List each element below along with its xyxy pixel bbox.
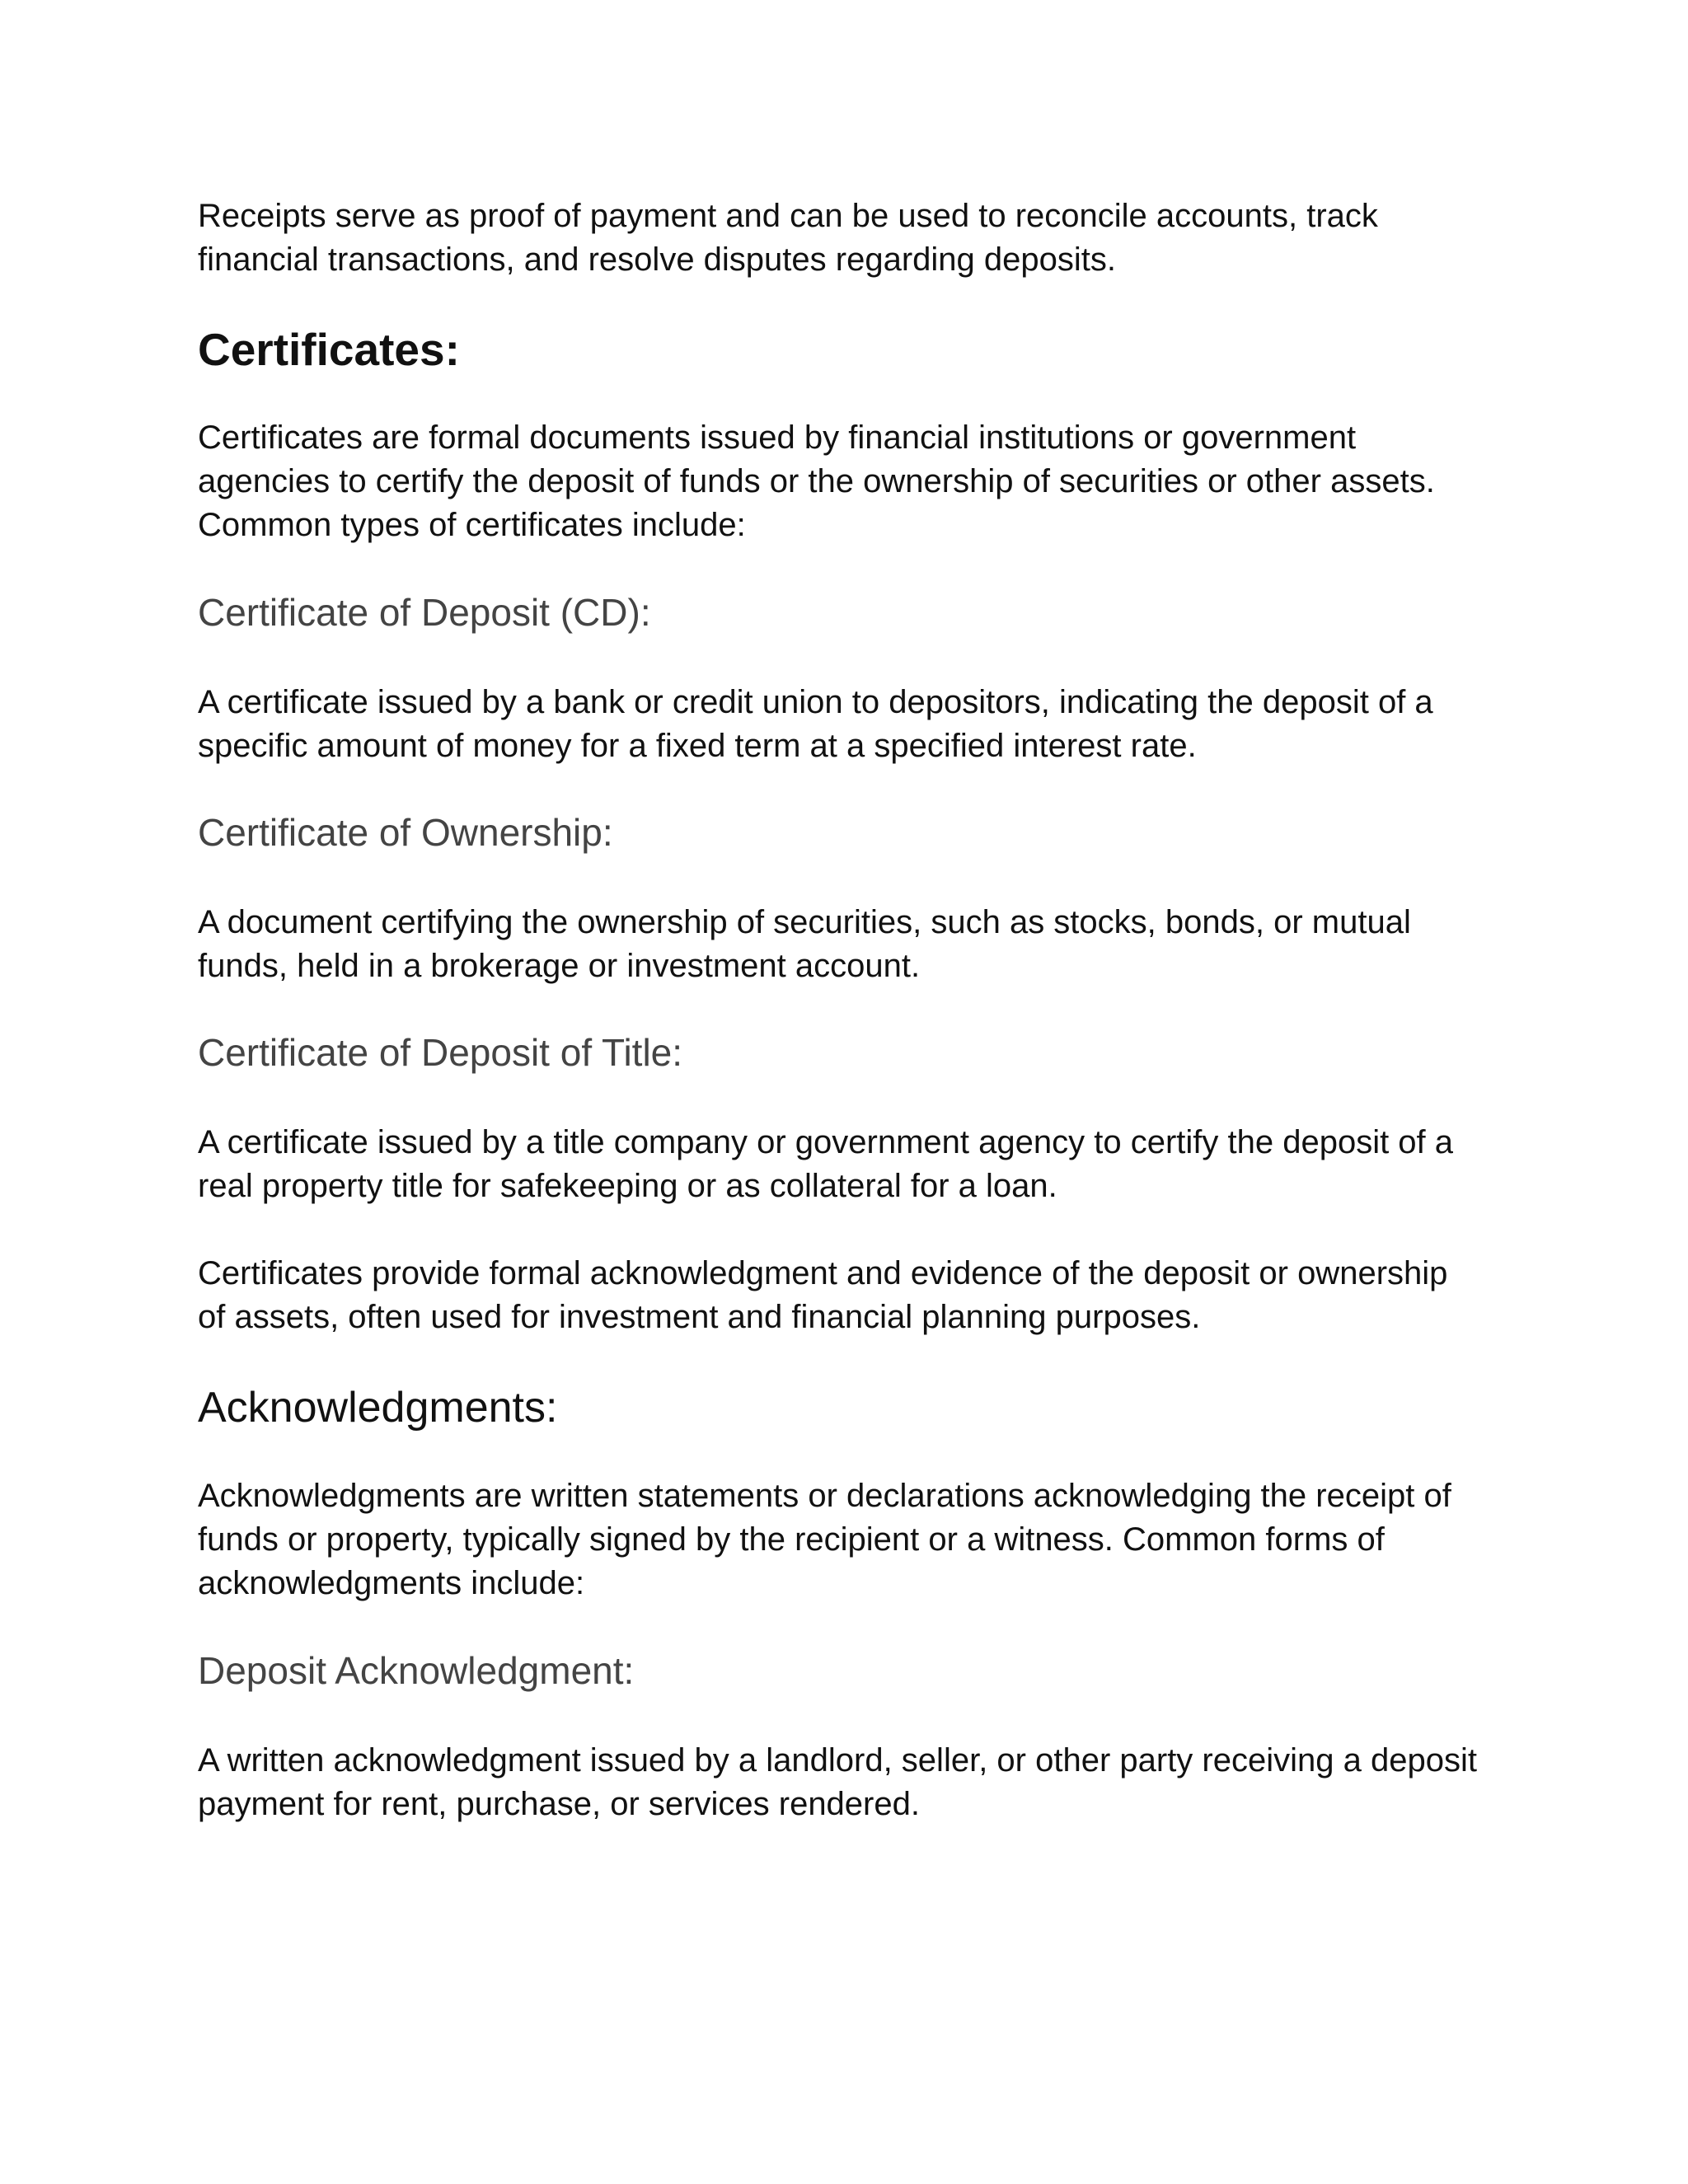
text-line: payment for rent, purchase, or services rendered. [198,1786,920,1822]
certificates-intro-paragraph [198,416,1517,547]
text-line: Certificates are formal documents issued by financial institutions or government [198,419,1357,456]
text-line: Common types of certificates include: [198,507,746,543]
text-line: specific amount of money for a fixed term at a specified interest rate. [198,728,1197,764]
certificates-heading: Certificates: [198,324,460,375]
ownership-heading: Certificate of Ownership: [198,811,613,854]
ownership-paragraph [198,901,1517,988]
text-line: funds or property, typically signed by the recipient or a witness. Common forms of [198,1521,1385,1558]
text-line: Receipts serve as proof of payment and can be used to reconcile accounts, track [198,198,1378,234]
cd-paragraph [198,681,1517,768]
text-line: Acknowledgments are written statements or declarations acknowledging the receipt of [198,1478,1451,1514]
text-line: financial transactions, and resolve disputes regarding deposits. [198,241,1116,278]
text-line: A certificate issued by a bank or credit union to depositors, indicating the deposit of a [198,684,1433,720]
intro-paragraph [198,194,1517,282]
deposit-acknowledgment-heading: Deposit Acknowledgment: [198,1649,635,1692]
text-line: agencies to certify the deposit of funds or the ownership of securities or other assets. [198,463,1435,499]
text-line: acknowledgments include: [198,1565,585,1601]
cd-heading: Certificate of Deposit (CD): [198,591,651,634]
deposit-acknowledgment-paragraph [198,1739,1517,1826]
text-line: funds, held in a brokerage or investment account. [198,948,921,984]
text-line: real property title for safekeeping or as collateral for a loan. [198,1168,1057,1204]
text-line: Certificates provide formal acknowledgment and evidence of the deposit or ownership [198,1255,1448,1291]
text-line: A certificate issued by a title company or government agency to certify the deposit of a [198,1124,1454,1160]
title-deposit-heading: Certificate of Deposit of Title: [198,1031,683,1074]
text-line: A written acknowledgment issued by a landlord, seller, or other party receiving a deposit [198,1742,1477,1779]
text-line: A document certifying the ownership of securities, such as stocks, bonds, or mutual [198,904,1411,940]
text-line: of assets, often used for investment and financial planning purposes. [198,1299,1201,1335]
title-deposit-paragraph [198,1121,1517,1208]
acknowledgments-intro-paragraph [198,1474,1517,1605]
certificates-summary-paragraph [198,1252,1517,1339]
acknowledgments-heading: Acknowledgments: [198,1384,558,1432]
